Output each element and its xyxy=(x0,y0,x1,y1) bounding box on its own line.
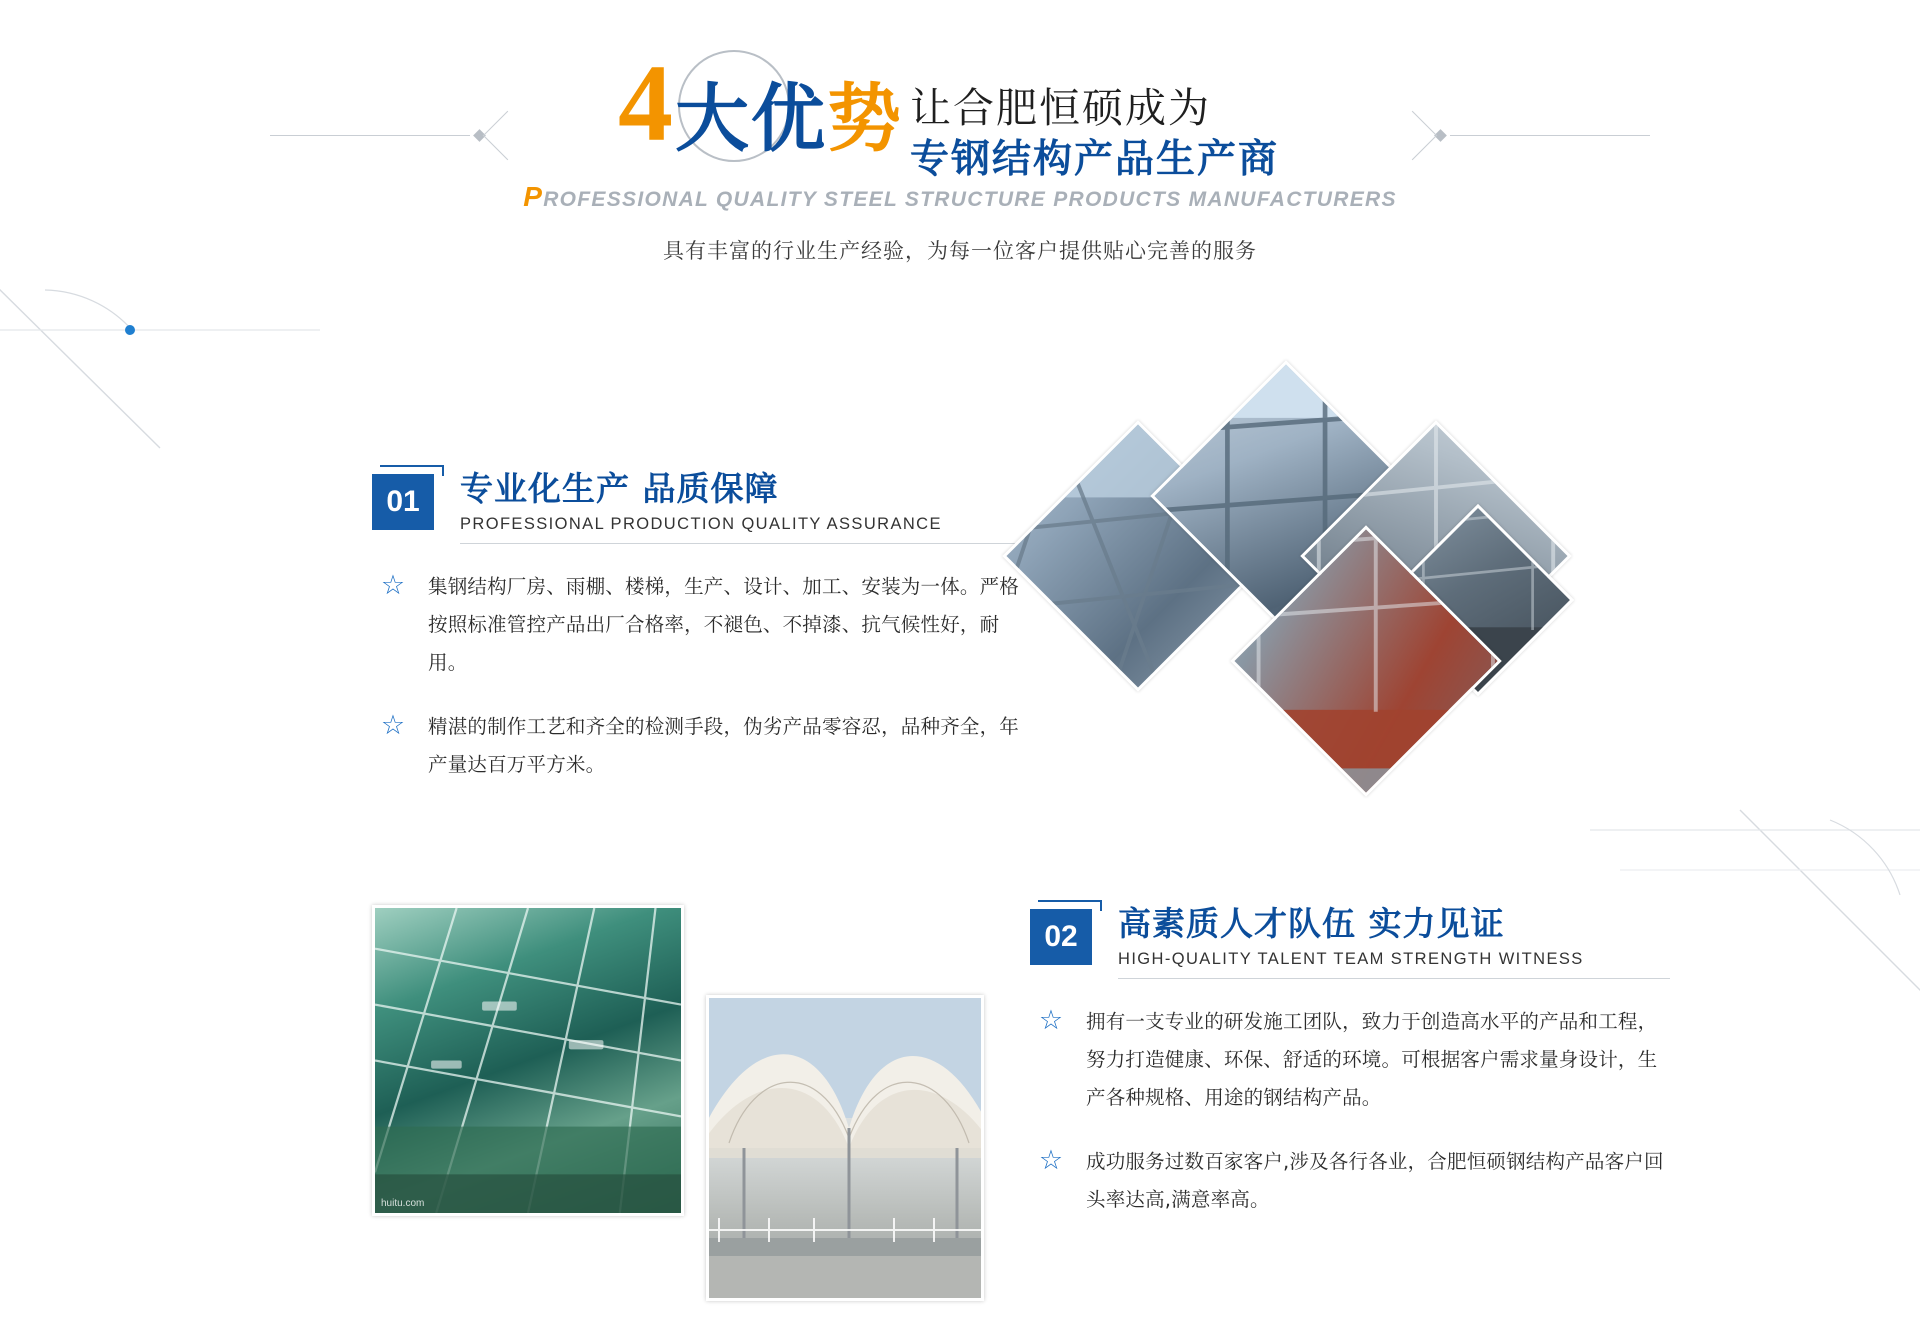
header-english-rest: ROFESSIONAL QUALITY STEEL STRUCTURE PRODUCTS MANUFACTURERS xyxy=(543,188,1397,211)
header-slogan-line1: 让合肥恒硕成为 xyxy=(910,84,1211,132)
star-icon: ☆ xyxy=(380,710,406,740)
header-subtitle: 具有丰富的行业生产经验，为每一位客户提供贴心完善的服务 xyxy=(663,239,1257,263)
section-02-divider xyxy=(1118,978,1670,979)
header-rule-right xyxy=(1450,135,1650,136)
section-02-title-cn: 高素质人才队伍 实力见证 xyxy=(1118,904,1505,943)
star-icon: ☆ xyxy=(380,570,406,600)
list-item xyxy=(1030,1003,1670,1117)
list-item xyxy=(1030,1143,1670,1219)
header-big-number: 4 xyxy=(618,42,669,164)
photo-watermark: huitu.com xyxy=(381,1198,425,1209)
section-01-bullet-2: 精湛的制作工艺和齐全的检测手段，伪劣产品零容忍，品种齐全，年产量达百万平方米。 xyxy=(428,715,1020,776)
header-title-row xyxy=(330,40,1590,182)
page-header xyxy=(0,0,1920,300)
list-item xyxy=(372,568,1032,682)
header-arrow-left-icon xyxy=(483,111,532,160)
section-02-title-en: HIGH-QUALITY TALENT TEAM STRENGTH WITNESS xyxy=(1118,950,1584,968)
section-01-heading xyxy=(372,470,1032,542)
section-01-bullet-1: 集钢结构厂房、雨棚、楼梯，生产、设计、加工、安装为一体。严格按照标准管控产品出厂合格率，不褪色、不掉漆、抗气候性好，耐用。 xyxy=(428,575,1020,674)
section-01-number-badge: 01 xyxy=(372,474,434,530)
diamond-photo-cluster xyxy=(1030,400,1610,820)
section-02-bullet-1: 拥有一支专业的研发施工团队，致力于创造高水平的产品和工程，努力打造健康、环保、舒适的环境。可根据客户需求量身设计，生产各种规格、用途的钢结构产品。 xyxy=(1086,1010,1658,1109)
list-item xyxy=(372,708,1032,784)
section-02-heading xyxy=(1030,905,1670,977)
section-02-bullet-2: 成功服务过数百家客户,涉及各行各业，合肥恒硕钢结构产品客户回头率达高,满意率高。 xyxy=(1086,1150,1664,1211)
header-rule-left xyxy=(270,135,470,136)
header-title-cn xyxy=(675,76,903,162)
section-01-bullet-list xyxy=(372,568,1032,784)
advantage-section-02 xyxy=(1030,905,1670,1245)
header-english-cap: P xyxy=(523,181,544,212)
section-01-title-en: PROFESSIONAL PRODUCTION QUALITY ASSURANCE xyxy=(460,515,942,533)
section-01-title-cn: 专业化生产 品质保障 xyxy=(460,469,779,508)
advantage-section-01 xyxy=(372,470,1032,810)
header-slogan-line2: 专钢结构产品生产商 xyxy=(910,137,1280,182)
star-icon: ☆ xyxy=(1038,1005,1064,1035)
header-arrow-right-icon xyxy=(1388,111,1437,160)
header-title-cn-3: 势 xyxy=(827,76,903,162)
corner-decoration-top-left xyxy=(0,280,320,460)
section-02-number-badge: 02 xyxy=(1030,909,1092,965)
section-01-divider xyxy=(460,543,1032,544)
star-icon: ☆ xyxy=(1038,1145,1064,1175)
header-english-line xyxy=(330,181,1590,213)
header-title-cn-2: 优 xyxy=(751,76,827,162)
section-02-bullet-list xyxy=(1030,1003,1670,1219)
glass-roof-structure-photo xyxy=(372,905,684,1216)
header-title-cn-1: 大 xyxy=(675,76,751,162)
membrane-canopy-structure-photo xyxy=(706,995,984,1301)
